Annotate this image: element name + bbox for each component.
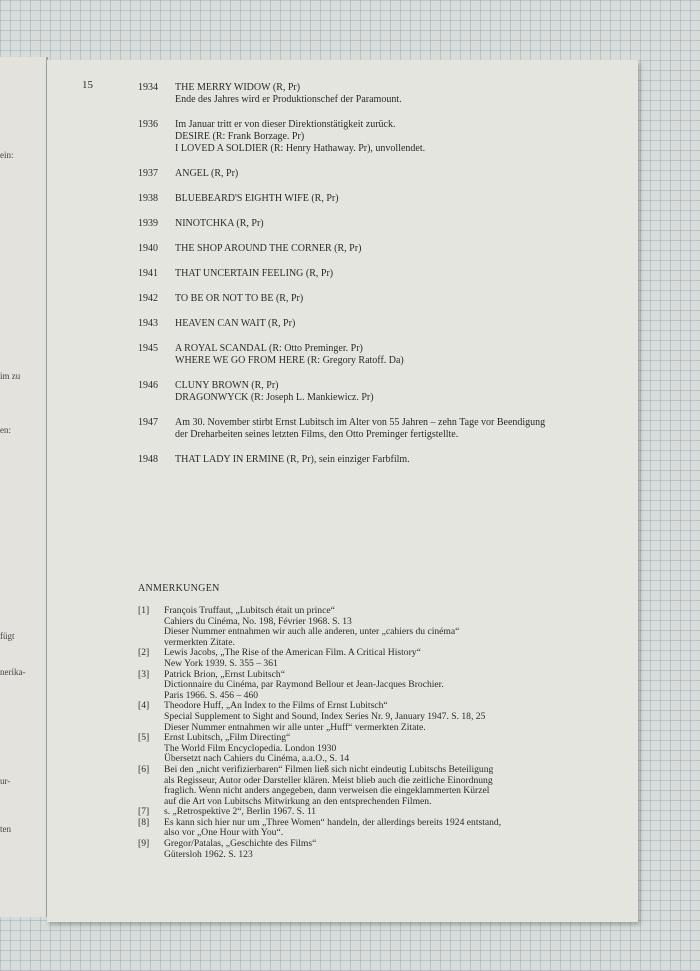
entry-line: TO BE OR NOT TO BE (R, Pr): [175, 293, 304, 304]
note-item: [138, 818, 608, 839]
note-line: Cahiers du Cinéma, No. 198, Février 1968. S. 13: [164, 615, 352, 627]
note-line: Ernst Lubitsch, „Film Directing“: [164, 732, 291, 744]
note-line: Es kann sich hier nur um „Three Women“ handeln, der allerdings bereits 1924 entstand,: [164, 816, 502, 828]
filmography-entry: [138, 268, 638, 280]
note-line: als Regisseur, Autor oder Darsteller klären. Meist blieb auch die zeitliche Einordnung: [164, 774, 493, 786]
note-line: fraglich. Wenn nicht anders angegeben, dann verweisen die eingeklammerten Kürzel: [164, 785, 490, 797]
filmography-list: [138, 82, 638, 479]
filmography-entry: [138, 82, 638, 106]
entry-line: ANGEL (R, Pr): [175, 168, 239, 179]
note-item: [138, 701, 608, 733]
note-number: [6]: [138, 763, 150, 775]
notes-heading: ANMERKUNGEN: [138, 583, 220, 594]
left-page-fragment: ten: [0, 824, 11, 834]
note-line: Patrick Brion, „Ernst Lubitsch“: [164, 668, 285, 680]
entry-line: THE SHOP AROUND THE CORNER (R, Pr): [175, 243, 362, 254]
entry-year: 1942: [138, 293, 158, 304]
entry-year: 1941: [138, 268, 158, 279]
filmography-entry: [138, 218, 638, 230]
entry-year: 1936: [138, 119, 158, 130]
note-line: Special Supplement to Sight and Sound, Index Series Nr. 9, January 1947. S. 18, 25: [164, 710, 486, 722]
filmography-entry: [138, 417, 638, 441]
note-line: New York 1939. S. 355 – 361: [164, 657, 278, 669]
note-line: Theodore Huff, „An Index to the Films of Ernst Lubitsch“: [164, 700, 388, 712]
note-line: Paris 1966. S. 456 – 460: [164, 689, 259, 701]
note-item: [138, 648, 608, 669]
entry-year: 1940: [138, 243, 158, 254]
left-page-edge: [0, 57, 48, 917]
entry-line: Am 30. November stirbt Ernst Lubitsch im Alter von 55 Jahren – zehn Tage vor Beendigung: [175, 417, 546, 428]
left-page-fragment: en:: [0, 425, 11, 435]
note-item: [138, 765, 608, 807]
entry-line: BLUEBEARD'S EIGHTH WIFE (R, Pr): [175, 193, 339, 204]
note-item: [138, 670, 608, 702]
entry-year: 1934: [138, 82, 158, 93]
note-line: Dieser Nummer entnahmen wir alle unter „Huff“ vermerkten Zitate.: [164, 721, 426, 733]
entry-year: 1948: [138, 454, 158, 465]
left-page-fragment: ein:: [0, 150, 14, 160]
page-number: 15: [82, 79, 93, 91]
entry-line: THAT LADY IN ERMINE (R, Pr), sein einziger Farbfilm.: [175, 454, 410, 465]
left-page-fragment: fügt: [0, 631, 15, 641]
note-line: The World Film Encyclopedia. London 1930: [164, 742, 337, 754]
notes-list: [138, 606, 608, 860]
entry-year: 1937: [138, 168, 158, 179]
note-number: [8]: [138, 816, 150, 828]
note-number: [5]: [138, 732, 150, 744]
entry-line: Ende des Jahres wird er Produktionschef der Paramount.: [175, 94, 402, 105]
note-line: Gregor/Patalas, „Geschichte des Films“: [164, 838, 317, 850]
note-number: [1]: [138, 605, 150, 616]
note-line: Dieser Nummer entnahmen wir auch alle anderen, unter „cahiers du cinéma“: [164, 626, 460, 638]
entry-line: der Dreharbeiten seines letzten Films, den Otto Preminger fertigstellte.: [175, 429, 459, 440]
entry-year: 1945: [138, 343, 158, 354]
filmography-entry: [138, 454, 638, 466]
entry-line: Im Januar tritt er von dieser Direktionstätigkeit zurück.: [175, 119, 396, 130]
entry-line: NINOTCHKA (R, Pr): [175, 218, 264, 229]
entry-line: I LOVED A SOLDIER (R: Henry Hathaway. Pr), unvollendet.: [175, 143, 426, 154]
entry-line: WHERE WE GO FROM HERE (R: Gregory Ratoff. Da): [175, 355, 404, 366]
filmography-entry: [138, 168, 638, 180]
note-number: [2]: [138, 647, 150, 659]
note-line: Dictionnaire du Cinéma, par Raymond Bellour et Jean-Jacques Brochier.: [164, 679, 444, 691]
entry-line: DRAGONWYCK (R: Joseph L. Mankiewicz. Pr): [175, 392, 374, 403]
entry-year: 1939: [138, 218, 158, 229]
filmography-entry: [138, 119, 638, 155]
note-line: Gütersloh 1962. S. 123: [164, 848, 253, 860]
note-number: [3]: [138, 668, 150, 680]
note-line: François Truffaut, „Lubitsch était un prince“: [164, 605, 335, 616]
left-page-fragment: ur-: [0, 776, 11, 786]
note-line: also vor „One Hour with You“.: [164, 827, 284, 839]
note-line: Übersetzt nach Cahiers du Cinéma, a.a.O., S. 14: [164, 753, 350, 765]
left-page-fragment: im zu: [0, 371, 21, 381]
entry-year: 1943: [138, 318, 158, 329]
filmography-entry: [138, 243, 638, 255]
note-number: [7]: [138, 806, 150, 818]
note-item: [138, 606, 608, 648]
note-line: s. „Retrospektive 2“, Berlin 1967. S. 11: [164, 806, 317, 818]
note-line: auf die Art von Lubitschs Mitwirkung an den entsprechenden Filmen.: [164, 795, 432, 807]
entry-line: HEAVEN CAN WAIT (R, Pr): [175, 318, 296, 329]
entry-line: THAT UNCERTAIN FEELING (R, Pr): [175, 268, 334, 279]
entry-line: CLUNY BROWN (R, Pr): [175, 380, 279, 391]
note-line: Bei den „nicht verifizierbaren“ Filmen ließ sich nicht eindeutig Lubitschs Beteiligung: [164, 763, 494, 775]
entry-line: A ROYAL SCANDAL (R: Otto Preminger. Pr): [175, 343, 363, 354]
note-number: [9]: [138, 838, 150, 850]
note-line: Lewis Jacobs, „The Rise of the American Film. A Critical History“: [164, 647, 421, 659]
filmography-entry: [138, 193, 638, 205]
note-line: vermerkten Zitate.: [164, 636, 235, 648]
filmography-entry: [138, 318, 638, 330]
note-number: [4]: [138, 700, 150, 712]
entry-year: 1947: [138, 417, 158, 428]
note-item: [138, 733, 608, 765]
entry-year: 1938: [138, 193, 158, 204]
filmography-entry: [138, 293, 638, 305]
entry-line: THE MERRY WIDOW (R, Pr): [175, 82, 301, 93]
entry-line: DESIRE (R: Frank Borzage. Pr): [175, 131, 305, 142]
filmography-entry: [138, 380, 638, 404]
note-item: [138, 839, 608, 860]
filmography-entry: [138, 343, 638, 367]
entry-year: 1946: [138, 380, 158, 391]
left-page-fragment: nerika-: [0, 667, 26, 677]
